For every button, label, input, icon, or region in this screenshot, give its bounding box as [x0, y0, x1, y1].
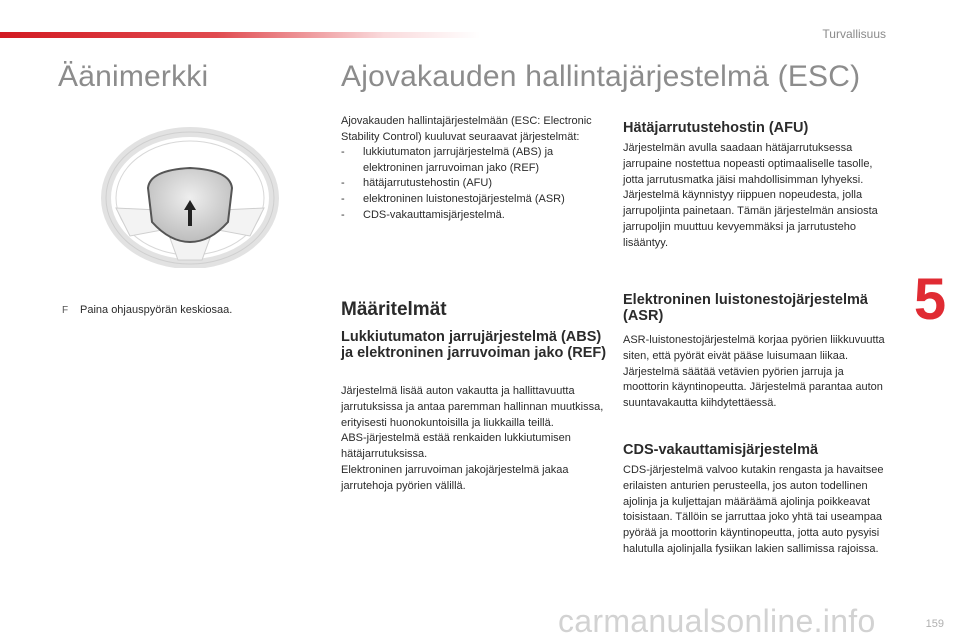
asr-title: Elektroninen luistonestojärjestelmä (ASR)	[623, 292, 868, 324]
page-number: 159	[925, 618, 944, 630]
chapter-number: 5	[913, 267, 947, 332]
horn-title: Äänimerkki	[58, 60, 209, 93]
list-item: - lukkiutumaton jarrujärjestelmä (ABS) ja elektroninen jarruvoiman jako (REF)	[341, 145, 611, 176]
definitions-title: Määritelmät	[341, 299, 447, 320]
list-item: - elektroninen luistonestojärjestelmä (ASR)	[341, 192, 611, 208]
abs-text: Järjestelmä lisää auton vakautta ja hallittavuutta jarrutuksissa ja antaa paremman hallinnan muutkissa, erityisesti huonokuntoisilla ja liukkailla teillä. ABS-järjestelmä estää renkaiden lukkiutumisen hätäjarrutuksissa. Elektroninen jarruvoiman jakojärjestelmä jakaa jarrutehoja pyörien välillä.	[341, 385, 604, 492]
abs-title: Lukkiutumaton jarrujärjestelmä (ABS) ja elektroninen jarruvoiman jako (REF)	[341, 329, 607, 361]
esc-systems-list	[341, 145, 611, 223]
watermark: carmanualsonline.info	[558, 603, 876, 639]
header-accent-bar	[0, 32, 480, 38]
cds-text: CDS-järjestelmä valvoo kutakin rengasta ja havaitsee erilaisten anturien perusteella, jos auton todellinen ajolinja ja kuljettajan määräämä ajolinja poikkeavat toisistaan. Tällöin se jarruttaa joko yhtä tai useampaa pyörää ja moottorin käyntinopeutta, jotta auto pysyisi halutulla ajolinjalla fysiikan lakien sallimissa rajoissa.	[623, 464, 884, 555]
bullet-arrow-icon: F	[62, 305, 69, 316]
list-item: - CDS-vakauttamisjärjestelmä.	[341, 208, 611, 224]
afu-title: Hätäjarrutustehostin (AFU)	[623, 120, 809, 136]
horn-instruction-text: Paina ohjauspyörän keskiosaa.	[80, 304, 233, 316]
list-item: - hätäjarrutustehostin (AFU)	[341, 176, 611, 192]
horn-instruction	[62, 304, 232, 316]
cds-title: CDS-vakauttamisjärjestelmä	[623, 442, 819, 458]
steering-wheel-illustration	[90, 118, 290, 268]
esc-title: Ajovakauden hallintajärjestelmä (ESC)	[341, 60, 861, 93]
afu-text: Järjestelmän avulla saadaan hätäjarrutuksessa jarrupaine nostettua nopeasti optimaaliselle tasolle, jotta jarrutusmatka jäisi mahdollisimman lyhyeksi. Järjestelmä käynnistyy riippuen nopeudesta, jolla jarrupoljinta painetaan. Tämän järjestelmän ansiosta jarrupoljin muuttuu kevyemmäksi ja jarrutusteho lisääntyy.	[623, 142, 878, 249]
asr-text: ASR-luistonestojärjestelmä korjaa pyörien liikkuvuutta siten, että pyörät eivät pääse luisumaan liikaa. Järjestelmä säätää vetävien pyörien jarruja ja moottorin käyntinopeutta. Järjestelmä parantaa auton suuntavakautta kiihdytettäessä.	[623, 334, 885, 410]
esc-intro	[341, 114, 611, 223]
esc-intro-text: Ajovakauden hallintajärjestelmään (ESC: Electronic Stability Control) kuuluvat seuraavat järjestelmät:	[341, 115, 592, 143]
section-label: Turvallisuus	[822, 27, 886, 41]
